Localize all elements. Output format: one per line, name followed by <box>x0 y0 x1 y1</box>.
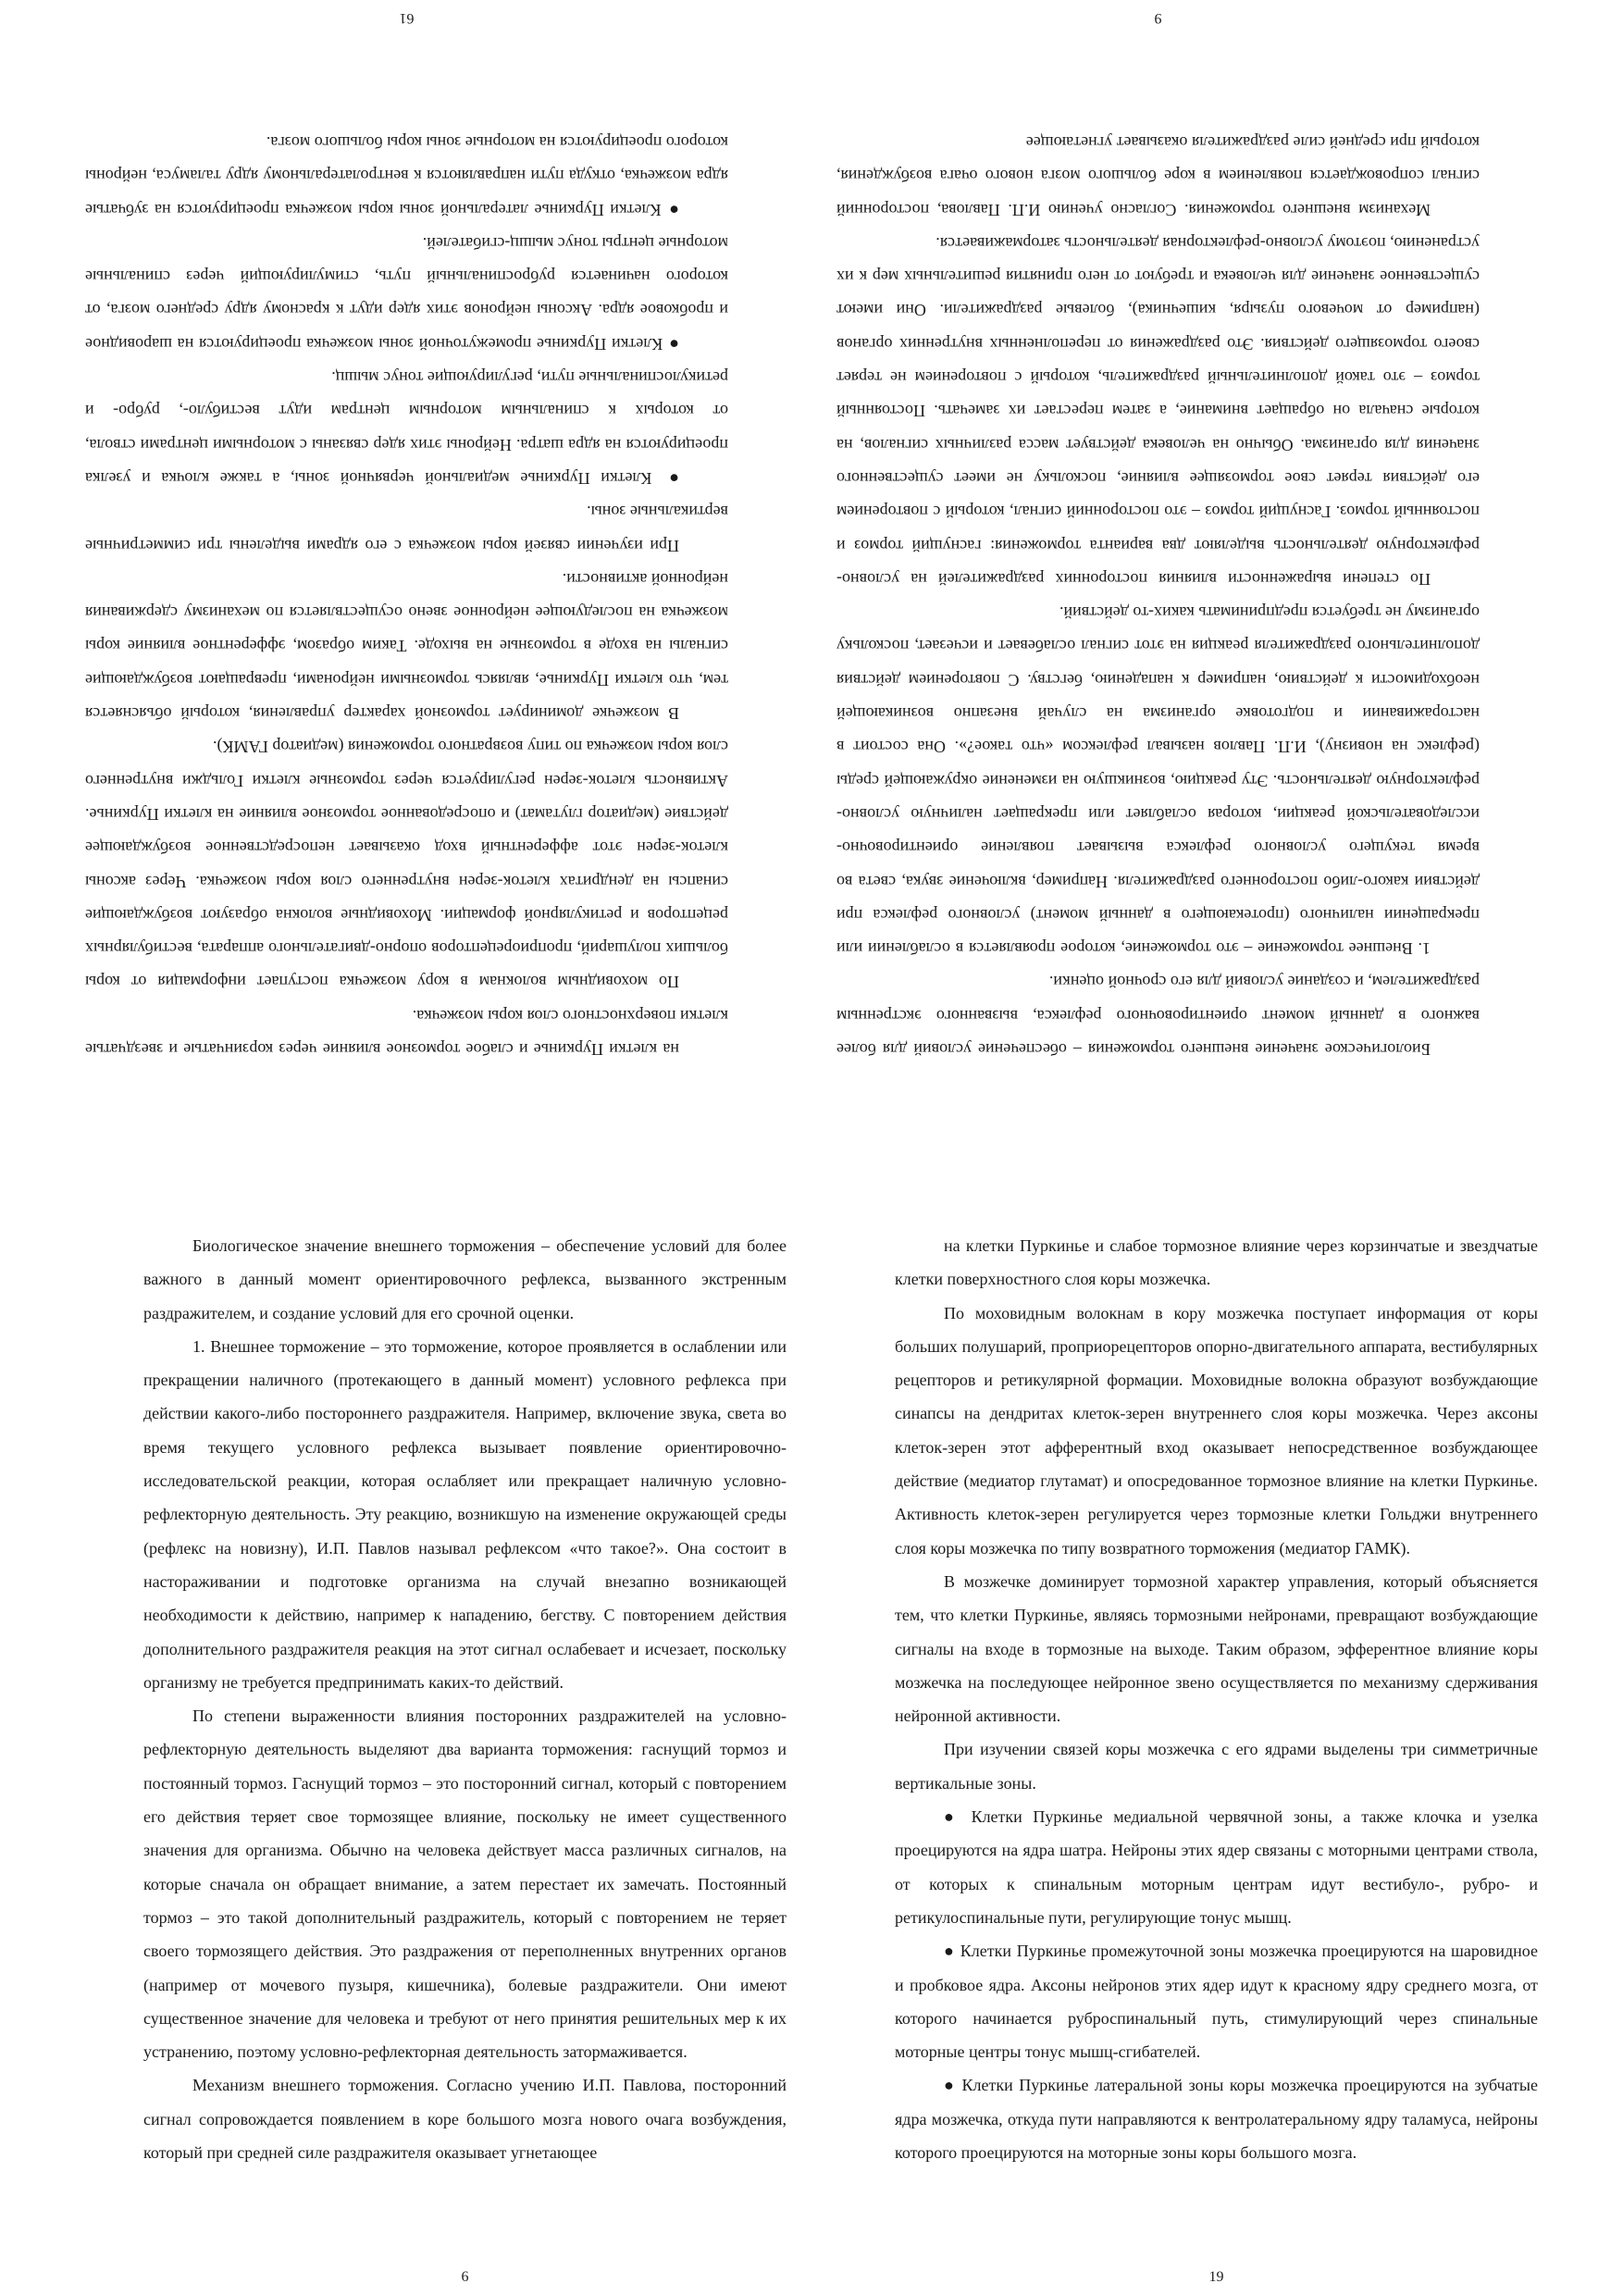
page-number: 6 <box>461 2269 469 2285</box>
paragraph: Механизм внешнего торможения. Согласно учению И.П. Павлова, посторонний сигнал сопровождается появлением в коре большого мозга нового очага возбуждения, который при средней силе раздражителя оказывает угнетающее <box>143 2076 787 2163</box>
paragraph: ● Клетки Пуркинье латеральной зоны коры мозжечка проецируются на зубчатые ядра мозжечка, откуда пути направляются к вентролатеральному ядру таламуса, нейроны которого проецируются на моторные зоны коры большого мозга. <box>895 2076 1538 2163</box>
paragraph: По моховидным волокнам в кору мозжечка поступает информация от коры больших полушарий, проприорецепторов опорно-двигательного аппарата, вестибулярных рецепторов и ретикулярной формации. Моховидные волокна образуют возбуждающие синапсы на дендритах клеток-зерен внутреннего слоя коры мозжечка. Через аксоны клеток-зерен этот афферентный вход оказывает непосредственное возбуждающее действие (медиатор глутамат) и опосредованное тормозное влияние на клетки Пуркинье. Активность клеток-зерен регулируется через тормозные клетки Гольджи внутреннего слоя коры мозжечка по типу возвратного торможения (медиатор ГАМК). <box>895 1303 1538 1558</box>
page-number: 61 <box>399 10 415 26</box>
paragraph: 1. Внешнее торможение – это торможение, которое проявляется в ослаблении или прекращении наличного (протекающего в данный момент) условного рефлекса при действии какого-либо постороннего раздражителя. Например, включение звука, света во время текущего условного рефлекса вызывает появление ориентировочно-исследовательской реакции, которая ослабляет или прекращает наличную условно-рефлекторную деятельность. Эту реакцию, возникшую на изменение окружающей среды (рефлекс на новизну), И.П. Павлов называл рефлексом «что такое?». Она состоит в настораживании и подготовке организма на случай внезапно возникающей необходимости к действию, например к нападению, бегству. С повторением действия дополнительного раздражителя реакция на этот сигнал ослабевает и исчезает, поскольку организму не требуется предпринимать каких-то действий. <box>836 603 1480 959</box>
paragraph: ● Клетки Пуркинье латеральной зоны коры мозжечка проецируются на зубчатые ядра мозжечка, откуда пути направляются к вентролатеральному ядру таламуса, нейроны которого проецируются на моторные зоны коры большого мозга. <box>85 132 728 219</box>
bottom-right-page <box>895 1229 1538 2293</box>
paragraph: Биологическое значение внешнего торможения – обеспечение условий для более важного в данный момент ориентировочного рефлекса, вызванного экстренным раздражителем, и создание условий для его срочной оценки. <box>836 973 1480 1059</box>
paragraph: По степени выраженности влияния посторонних раздражителей на условно-рефлекторную деятельность выделяют два варианта торможения: гаснущий тормоз и постоянный тормоз. Гаснущий тормоз – это посторонний сигнал, который с повторением его действия теряет свое тормозящее влияние, поскольку не имеет существенного значения для организма. Обычно на человека действует масса различных сигналов, на которые сначала он обращает внимание, а затем перестает их замечать. Постоянный тормоз – это такой дополнительный раздражитель, который с повторением не теряет своего тормозящего действия. Это раздражения от переполненных внутренних органов (например от мочевого пузыря, кишечника), болевые раздражители. Они имеют существенное значение для человека и требуют от него принятия решительных мер к их устранению, поэтому условно-рефлекторная деятельность затормаживается. <box>143 1706 787 2062</box>
paragraph: ● Клетки Пуркинье медиальной червячной зоны, а также клочка и узелка проецируются на ядра шатра. Нейроны этих ядер связаны с моторными центрами ствола, от которых к спинальным моторным центрам идут вестибуло-, рубро- и ретикулоспинальные пути, регулирующие тонус мышц. <box>85 368 728 488</box>
paragraph: ● Клетки Пуркинье медиальной червячной зоны, а также клочка и узелка проецируются на ядра шатра. Нейроны этих ядер связаны с моторными центрами ствола, от которых к спинальным моторным центрам идут вестибуло-, рубро- и ретикулоспинальные пути, регулирующие тонус мышц. <box>895 1807 1538 1927</box>
paragraph: на клетки Пуркинье и слабое тормозное влияние через корзинчатые и звездчатые клетки поверхностного слоя коры мозжечка. <box>895 1236 1538 1289</box>
paragraph: Биологическое значение внешнего торможения – обеспечение условий для более важного в данный момент ориентировочного рефлекса, вызванного экстренным раздражителем, и создание условий для его срочной оценки. <box>143 1236 787 1322</box>
paragraph: По моховидным волокнам в кору мозжечка поступает информация от коры больших полушарий, проприорецепторов опорно-двигательного аппарата, вестибулярных рецепторов и ретикулярной формации. Моховидные волокна образуют возбуждающие синапсы на дендритах клеток-зерен внутреннего слоя коры мозжечка. Через аксоны клеток-зерен этот афферентный вход оказывает непосредственное возбуждающее действие (медиатор глутамат) и опосредованное тормозное влияние на клетки Пуркинье. Активность клеток-зерен регулируется через тормозные клетки Гольджи внутреннего слоя коры мозжечка по типу возвратного торможения (медиатор ГАМК). <box>85 738 728 992</box>
paragraph: на клетки Пуркинье и слабое тормозное влияние через корзинчатые и звездчатые клетки поверхностного слоя коры мозжечка. <box>85 1006 728 1059</box>
paragraph: При изучении связей коры мозжечка с его ядрами выделены три симметричные вертикальные зоны. <box>85 503 728 555</box>
paragraph: ● Клетки Пуркинье промежуточной зоны мозжечка проецируются на шаровидное и пробковое ядра. Аксоны нейронов этих ядер идут к красному ядру среднего мозга, от которого начинается руброспинальный путь, стимулирующий через спинальные моторные центры тонус мышц-сгибателей. <box>895 1942 1538 2062</box>
paragraph: По степени выраженности влияния посторонних раздражителей на условно-рефлекторную деятельность выделяют два варианта торможения: гаснущий тормоз и постоянный тормоз. Гаснущий тормоз – это посторонний сигнал, который с повторением его действия теряет свое тормозящее влияние, поскольку не имеет существенного значения для организма. Обычно на человека действует масса различных сигналов, на которые сначала он обращает внимание, а затем перестает их замечать. Постоянный тормоз – это такой дополнительный раздражитель, который с повторением не теряет своего тормозящего действия. Это раздражения от переполненных внутренних органов (например от мочевого пузыря, кишечника), болевые раздражители. Они имеют существенное значение для человека и требуют от него принятия решительных мер к их устранению, поэтому условно-рефлекторная деятельность затормаживается. <box>836 233 1480 589</box>
bottom-half <box>0 1148 1623 2295</box>
paragraph: Механизм внешнего торможения. Согласно учению И.П. Павлова, посторонний сигнал сопровождается появлением в коре большого мозга нового очага возбуждения, который при средней силе раздражителя оказывает угнетающее <box>836 132 1480 219</box>
paragraph: В мозжечке доминирует тормозной характер управления, который объясняется тем, что клетки Пуркинье, являясь тормозными нейронами, превращают возбуждающие сигналы на входе в тормозные на выходе. Таким образом, эфферентное влияние коры мозжечка на последующее нейронное звено осуществляется по механизму сдерживания нейронной активности. <box>85 569 728 724</box>
top-right-page <box>85 2 728 1066</box>
paragraph: ● Клетки Пуркинье промежуточной зоны мозжечка проецируются на шаровидное и пробковое ядра. Аксоны нейронов этих ядер идут к красному ядру среднего мозга, от которого начинается руброспинальный путь, стимулирующий через спинальные моторные центры тонус мышц-сгибателей. <box>85 233 728 354</box>
page-number: 9 <box>1154 10 1162 26</box>
paragraph: 1. Внешнее торможение – это торможение, которое проявляется в ослаблении или прекращении наличного (протекающего в данный момент) условного рефлекса при действии какого-либо постороннего раздражителя. Например, включение звука, света во время текущего условного рефлекса вызывает появление ориентировочно-исследовательской реакции, которая ослабляет или прекращает наличную условно-рефлекторную деятельность. Эту реакцию, возникшую на изменение окружающей среды (рефлекс на новизну), И.П. Павлов называл рефлексом «что такое?». Она состоит в настораживании и подготовке организма на случай внезапно возникающей необходимости к действию, например к нападению, бегству. С повторением действия дополнительного раздражителя реакция на этот сигнал ослабевает и исчезает, поскольку организму не требуется предпринимать каких-то действий. <box>143 1336 787 1692</box>
page-number: 19 <box>1208 2269 1224 2285</box>
paragraph: В мозжечке доминирует тормозной характер управления, который объясняется тем, что клетки Пуркинье, являясь тормозными нейронами, превращают возбуждающие сигналы на входе в тормозные на выходе. Таким образом, эфферентное влияние коры мозжечка на последующее нейронное звено осуществляется по механизму сдерживания нейронной активности. <box>895 1571 1538 1726</box>
paragraph: При изучении связей коры мозжечка с его ядрами выделены три симметричные вертикальные зоны. <box>895 1740 1538 1793</box>
bottom-left-page <box>143 1229 787 2293</box>
top-left-page <box>836 2 1480 1066</box>
